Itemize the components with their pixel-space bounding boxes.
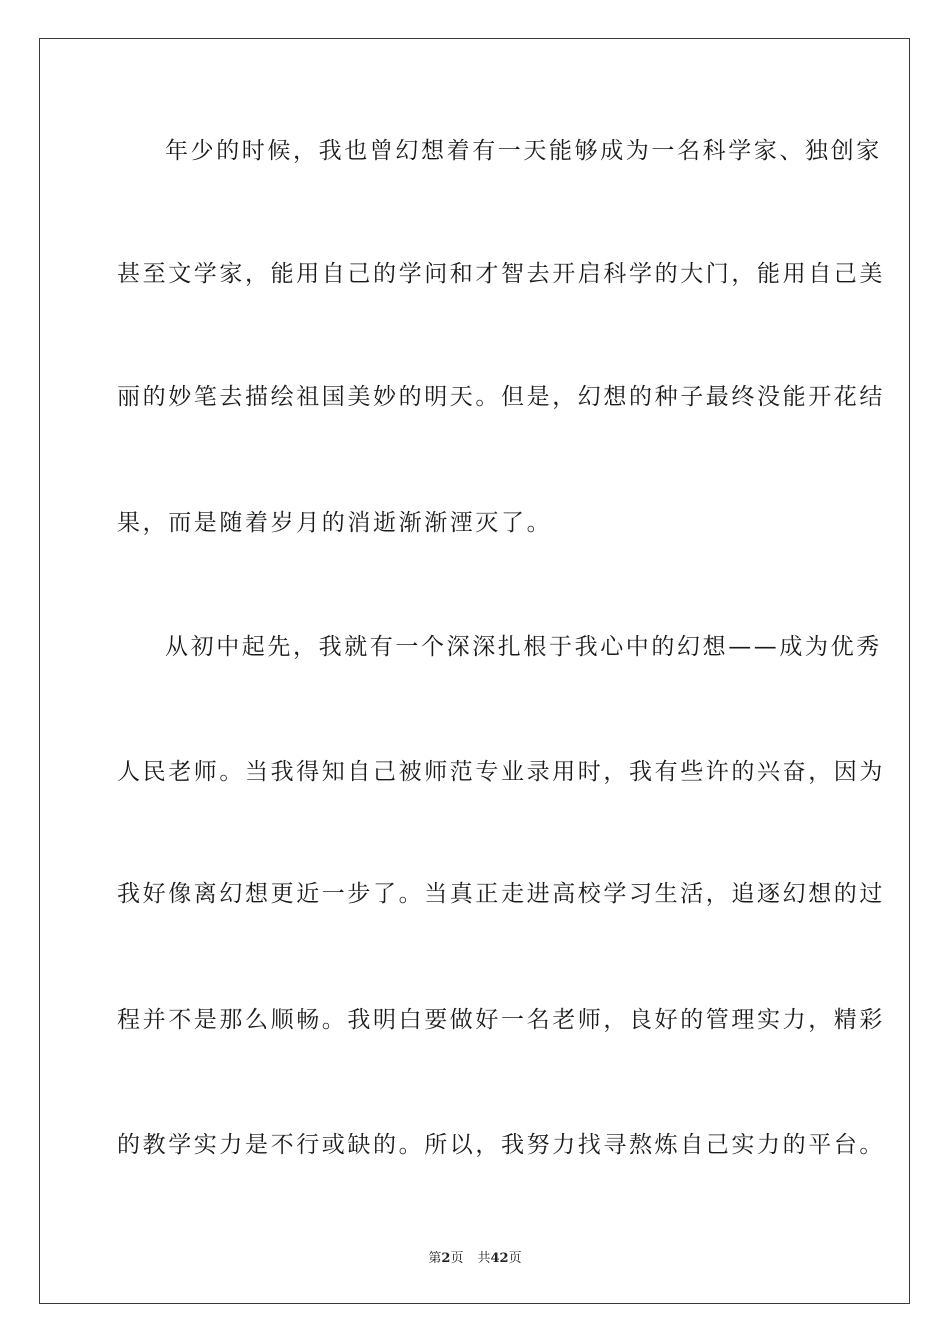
paragraph-2-line-1: 从初中起先，我就有一个深深扎根于我心中的幻想——成为优秀 — [165, 634, 882, 660]
page-number: 2 — [441, 1251, 451, 1266]
paragraph-1-line-2: 甚至文学家，能用自己的学问和才智去开启科学的大门，能用自己美 — [117, 261, 885, 287]
paragraph-1-line-3: 丽的妙笔去描绘祖国美妙的明天。但是，幻想的种子最终没能开花结 — [117, 384, 885, 410]
paragraph-2-line-3: 我好像离幻想更近一步了。当真正走进高校学习生活，追逐幻想的过 — [117, 881, 885, 907]
total-pages: 42 — [490, 1251, 509, 1266]
paragraph-2-line-5: 的教学实力是不行或缺的。所以，我努力找寻熬炼自己实力的平台。 — [117, 1132, 885, 1158]
paragraph-1-line-4: 果，而是随着岁月的消逝渐渐湮灭了。 — [117, 510, 553, 536]
paragraph-2-line-4: 程并不是那么顺畅。我明白要做好一名老师，良好的管理实力，精彩 — [117, 1007, 885, 1033]
paragraph-2-line-2: 人民老师。当我得知自己被师范专业录用时，我有些许的兴奋，因为 — [117, 759, 885, 785]
total-prefix: 共 — [477, 1251, 491, 1266]
paragraph-1-line-1: 年少的时候，我也曾幻想着有一天能够成为一名科学家、独创家 — [165, 138, 882, 164]
page-border — [39, 38, 910, 1304]
total-suffix: 页 — [508, 1251, 522, 1266]
page-prefix: 第 — [428, 1251, 442, 1266]
page-footer — [0, 1247, 950, 1266]
page-suffix: 页 — [450, 1251, 464, 1266]
